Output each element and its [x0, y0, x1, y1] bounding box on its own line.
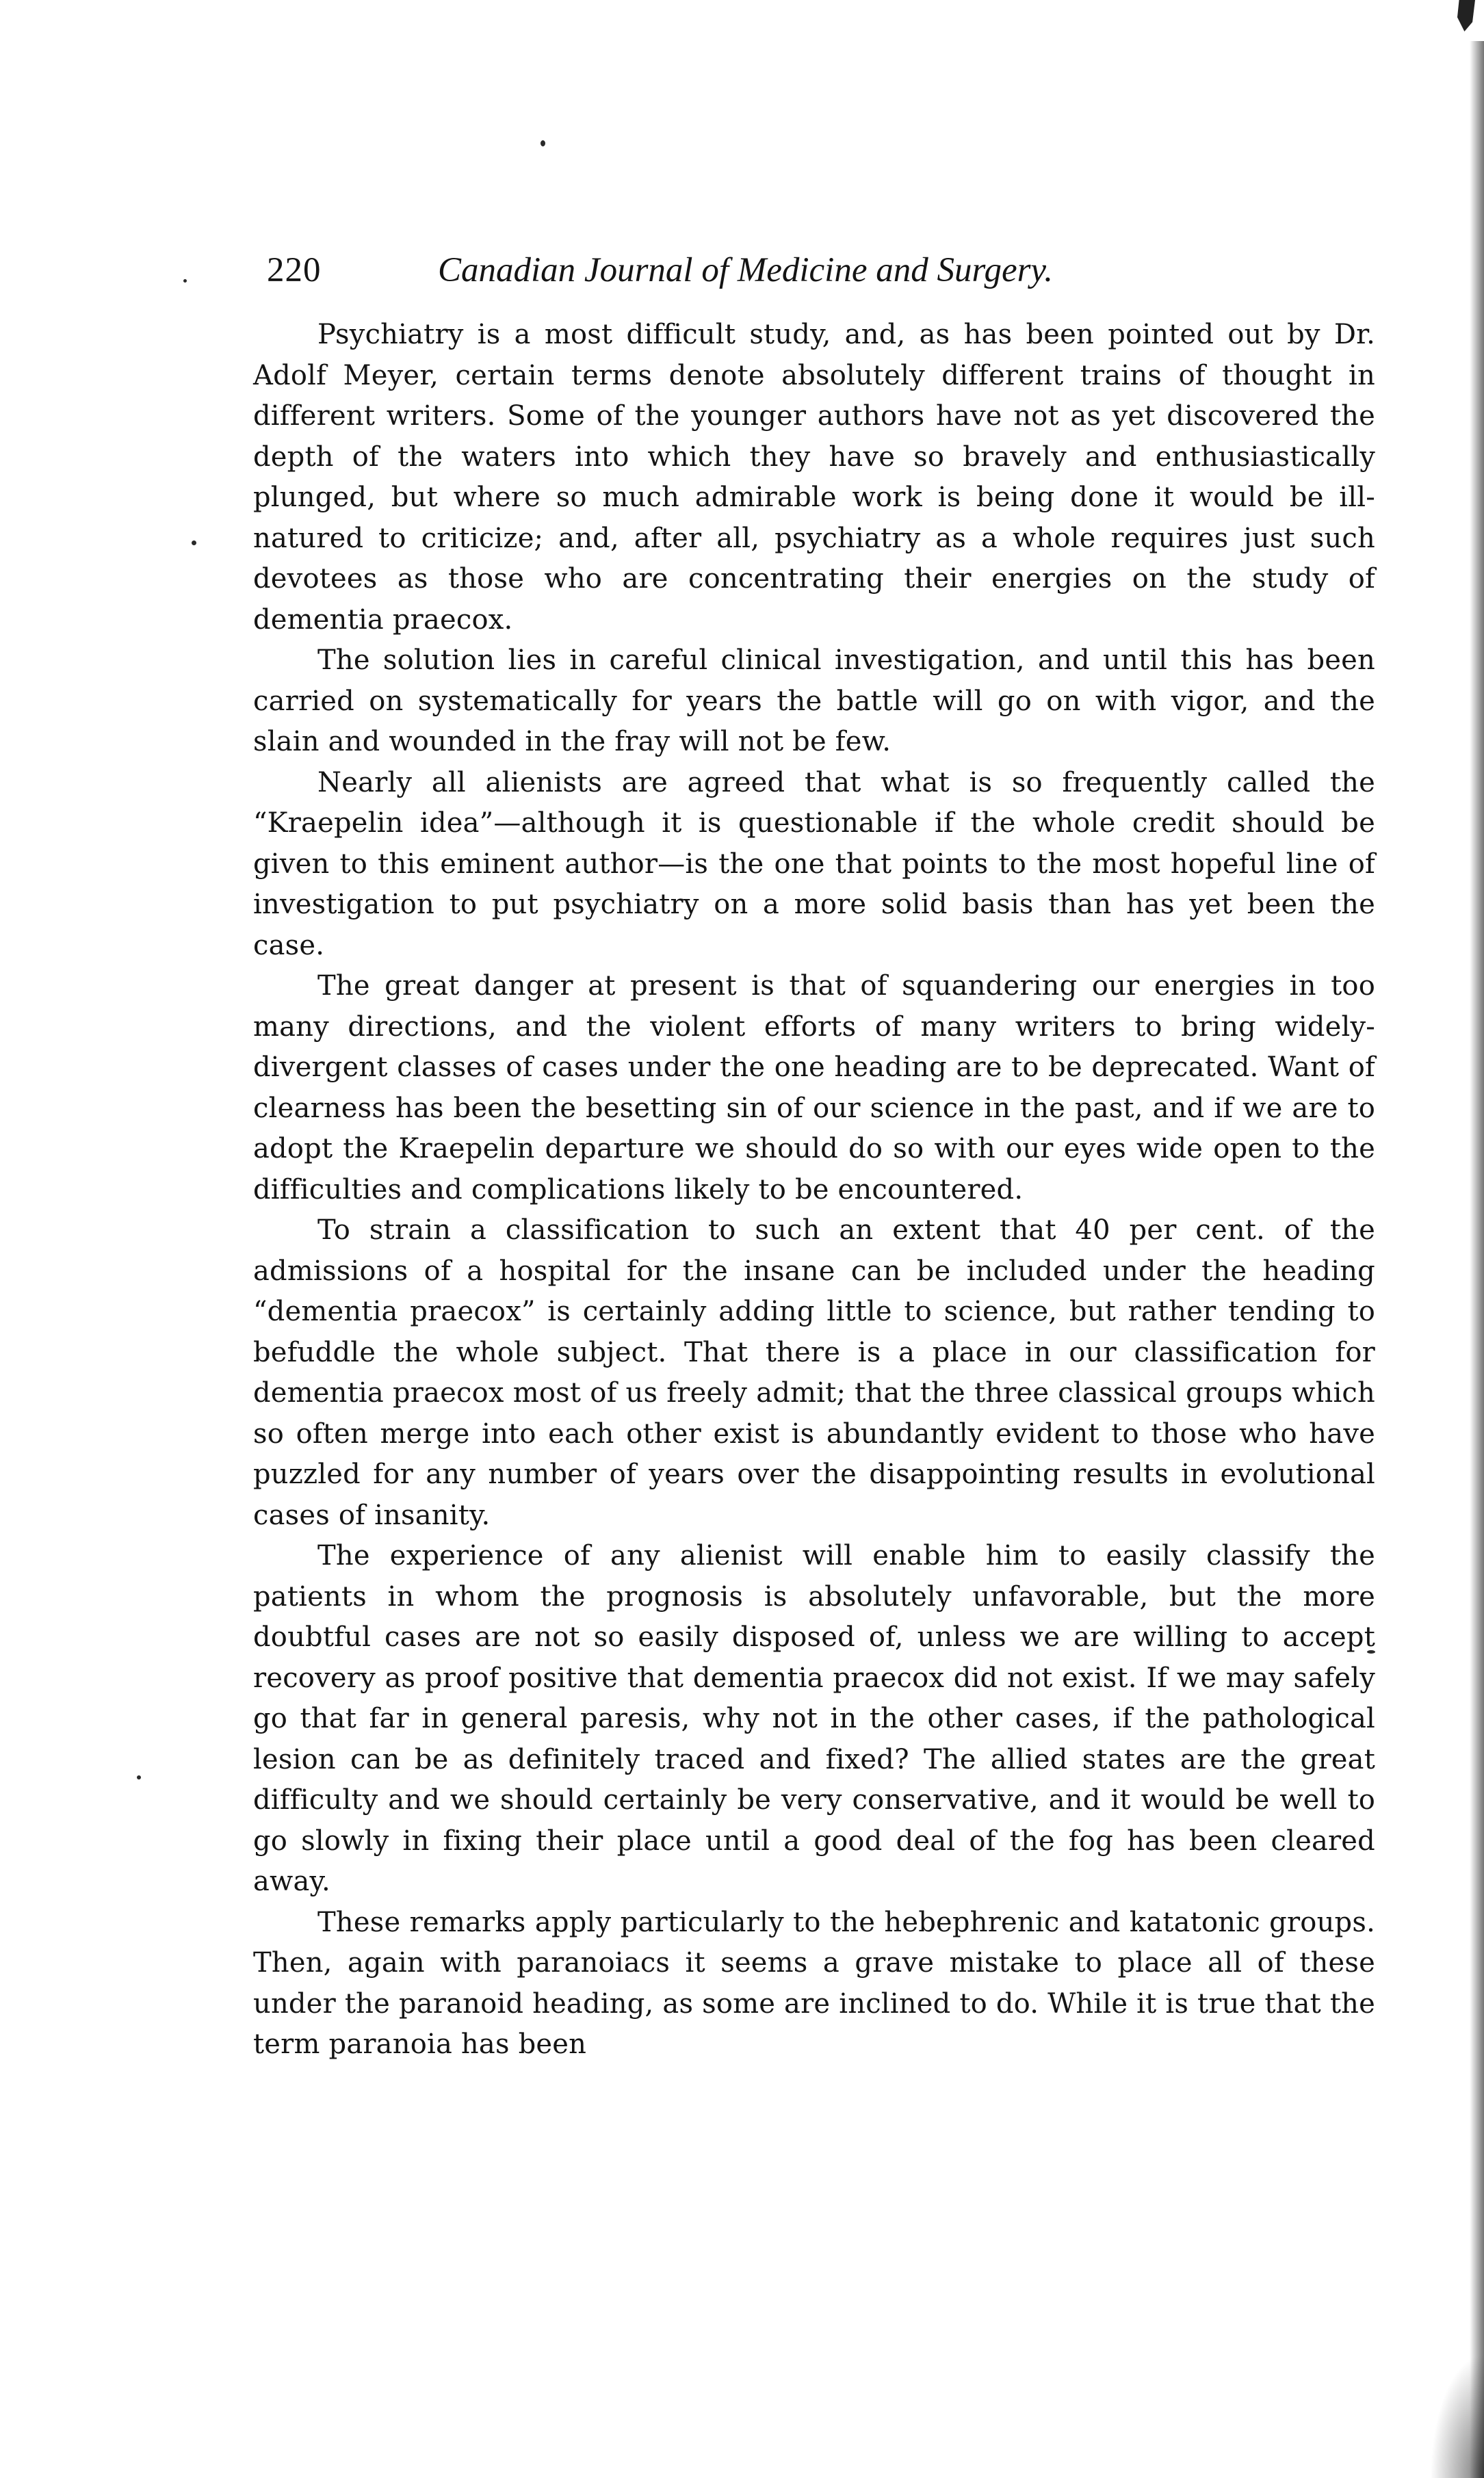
scan-speck: [541, 140, 545, 146]
paragraph: The great danger at present is that of squandering our energies in too many directions, and the violent efforts of many writers to bring widely-divergent classes of cases under the one heading are to be deprecated. Want of clearness has been the besetting sin of our science in the past, and if we are to adopt the Kraepelin departure we should do so with our eyes wide open to the difficulties and complications likely to be encountered.: [253, 970, 1375, 1205]
paragraph: Nearly all alienists are agreed that what is so frequently called the “Kraepelin idea”—although it is questionable if the whole credit should be given to this eminent author—is the one that points to the most hopeful line of investigation to put psychiatry on a more solid basis than has yet been the case.: [253, 766, 1375, 961]
paragraph: The experience of any alienist will enable him to easily classify the patients in whom the prognosis is absolutely unfavorable, but the more doubtful cases are not so easily disposed of, unless we are willing to accept recovery as proof positive that dementia praecox did not exist. If we may safely go that far in general paresis, why not in the other cases, if the pathological lesion can be as definitely traced and fixed? The allied states are the great difficulty and we should certainly be very conservative, and it would be well to go slowly in fixing their place until a good deal of the fog has been cleared away.: [253, 1540, 1375, 1897]
paragraph: Psychiatry is a most difficult study, and, as has been pointed out by Dr. Adolf Meyer, certain terms denote absolutely different trains of thought in different writers. Some of the younger authors have not as yet discovered the depth of the waters into which they have so bravely and enthusiastically plunged, but where so much admirable work is being done it would be ill-natured to criticize; and, after all, psychiatry as a whole requires just such devotees as those who are concentrating their energies on the study of dementia praecox.: [253, 319, 1375, 636]
scan-corner-mark: [1457, 0, 1475, 31]
journal-title: Canadian Journal of Medicine and Surgery.: [438, 250, 1053, 289]
page-number: 220: [267, 250, 322, 289]
page-corner-shadow: [1430, 2353, 1484, 2478]
scan-speck: [137, 1775, 141, 1779]
page-edge-shadow: [1470, 41, 1484, 2478]
paragraph: These remarks apply particularly to the hebephrenic and katatonic groups. Then, again with paranoiacs it seems a grave mistake to place all of these under the paranoid heading, as some are inclined to do. While it is true that the term paranoia has been: [253, 1906, 1375, 2060]
scan-speck: [183, 279, 187, 283]
running-head: [267, 239, 1375, 301]
paragraph: To strain a classification to such an extent that 40 per cent. of the admissions of a hospital for the insane can be included under the heading “dementia praecox” is certainly adding little to science, but rather tending to befuddle the whole subject. That there is a place in our classification for dementia praecox most of us freely admit; that the three classical groups which so often merge into each other exist is abundantly evident to those who have puzzled for any number of years over the disappointing results in evolutional cases of insanity.: [253, 1214, 1375, 1531]
paragraph: The solution lies in careful clinical investigation, and until this has been carried on systematically for years the battle will go on with vigor, and the slain and wounded in the fray will not be few.: [253, 644, 1375, 757]
article-body: [253, 315, 1375, 2065]
scan-speck: [192, 540, 196, 545]
